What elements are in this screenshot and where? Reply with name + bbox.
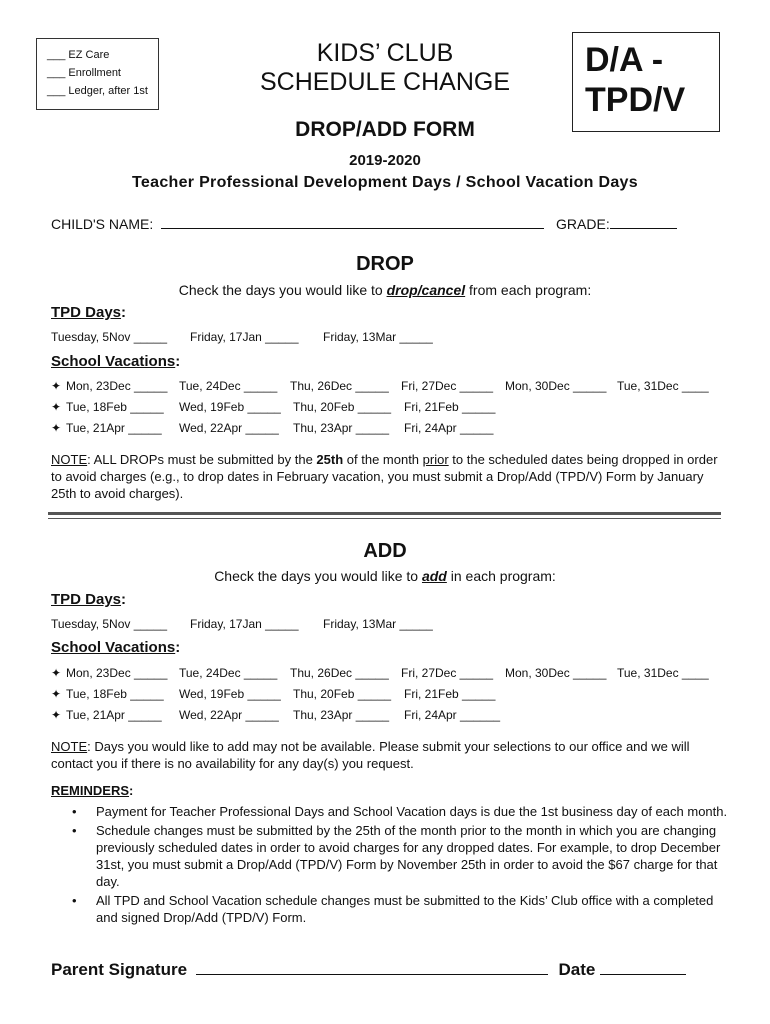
vacation-label-text: School Vacations	[51, 639, 176, 656]
vacation-day[interactable]: Fri, 27Dec _____	[401, 379, 494, 393]
vacation-day[interactable]: Wed, 19Feb _____	[179, 400, 281, 414]
bullet-star-icon: ✦	[51, 666, 62, 680]
tpd-day[interactable]: Tuesday, 5Nov _____	[51, 330, 168, 344]
tpd-label-text: TPD Days	[51, 304, 122, 321]
tpd-day[interactable]: Friday, 13Mar _____	[323, 330, 433, 344]
child-name-label: CHILD'S NAME:	[51, 216, 154, 232]
vacation-day[interactable]: Fri, 24Apr ______	[404, 708, 501, 722]
instruction-text: Check the days you would like to	[178, 282, 387, 298]
vacation-day[interactable]: Tue, 18Feb _____	[66, 400, 164, 414]
vacation-day[interactable]: Tue, 31Dec ____	[617, 379, 709, 393]
section-divider	[48, 518, 721, 519]
bullet-star-icon: ✦	[51, 687, 62, 701]
reminder-item: • Payment for Teacher Professional Days and School Vacation days is due the 1st business day of each month.	[72, 803, 732, 820]
note-text: : ALL DROPs must be submitted by the	[87, 452, 317, 467]
drop-vacation-label: School Vacations:	[51, 353, 181, 370]
bullet-star-icon: ✦	[51, 379, 62, 393]
vacation-day[interactable]: Thu, 26Dec _____	[290, 666, 389, 680]
note-text: : Days you would like to add may not be available. Please submit your selections to our office and we will contact you if there is no availability for any day(s) you request.	[51, 739, 690, 771]
date-label: Date	[558, 960, 596, 979]
note-label: NOTE	[51, 452, 88, 467]
bullet-star-icon: ✦	[51, 708, 62, 722]
title-line-1: KIDS’ CLUB	[316, 39, 454, 67]
note-label: NOTE	[51, 739, 88, 754]
vacation-day[interactable]: Tue, 18Feb _____	[66, 687, 164, 701]
form-code-box	[572, 32, 720, 132]
child-info-row	[51, 216, 677, 232]
vacation-label-text: School Vacations	[51, 353, 176, 370]
vacation-day[interactable]: Thu, 26Dec _____	[290, 379, 389, 393]
vacation-day[interactable]: Thu, 20Feb _____	[293, 400, 392, 414]
grade-label: GRADE:	[556, 216, 610, 232]
reminders-list	[72, 803, 732, 928]
vacation-day[interactable]: Mon, 23Dec _____	[66, 379, 168, 393]
add-tpd-label: TPD Days:	[51, 591, 127, 608]
drop-instruction	[0, 282, 770, 298]
add-vacation-label: School Vacations:	[51, 639, 181, 656]
note-text: to the scheduled dates being dropped in order to avoid charges (e.g., to drop dates in February vacation, you must submit a Drop/Add (TPD/V) Form by January 25th to avoid charges).	[51, 452, 718, 501]
vacation-day[interactable]: Fri, 21Feb _____	[404, 687, 496, 701]
tpd-day[interactable]: Tuesday, 5Nov _____	[51, 617, 168, 631]
vacation-day[interactable]: Fri, 21Feb _____	[404, 400, 496, 414]
drop-note	[51, 451, 721, 502]
add-title: ADD	[363, 540, 407, 562]
child-name-field[interactable]	[161, 228, 544, 229]
drop-title: DROP	[356, 253, 414, 275]
tpd-day[interactable]: Friday, 17Jan _____	[190, 330, 299, 344]
form-subtitle: Teacher Professional Development Days / School Vacation Days	[132, 174, 638, 191]
school-year: 2019-2020	[349, 152, 421, 169]
note-text: of the month	[343, 452, 423, 467]
vacation-day[interactable]: Tue, 21Apr _____	[66, 421, 162, 435]
vacation-day[interactable]: Mon, 30Dec _____	[505, 379, 607, 393]
checkbox-option[interactable]: ___ Enrollment	[47, 67, 121, 79]
vacation-day[interactable]: Tue, 31Dec ____	[617, 666, 709, 680]
vacation-day[interactable]: Thu, 23Apr _____	[293, 708, 390, 722]
form-code-line-2: TPD/V	[585, 81, 686, 119]
instruction-emphasis: drop/cancel	[386, 282, 466, 298]
tpd-label-text: TPD Days	[51, 591, 122, 608]
add-instruction	[0, 568, 770, 584]
form-code-line-1: D/A -	[585, 41, 664, 79]
instruction-text: from each program:	[465, 282, 592, 298]
bullet-star-icon: ✦	[51, 421, 62, 435]
reminders-heading: REMINDERS:	[51, 783, 134, 798]
vacation-day[interactable]: Wed, 22Apr _____	[179, 708, 279, 722]
reminder-item: • Schedule changes must be submitted by the 25th of the month prior to the month in which you are changing previously scheduled dates in order to avoid charges for any dropped dates. For example, to drop December 31st, you must submit a Drop/Add (TPD/V) Form by November 25th in order to avoid the $67 charge for that day.	[72, 822, 732, 890]
tpd-day[interactable]: Friday, 13Mar _____	[323, 617, 433, 631]
vacation-day[interactable]: Tue, 21Apr _____	[66, 708, 162, 722]
signature-field[interactable]	[196, 974, 548, 975]
form-heading: DROP/ADD FORM	[295, 118, 475, 141]
drop-tpd-label: TPD Days:	[51, 304, 127, 321]
vacation-day[interactable]: Fri, 27Dec _____	[401, 666, 494, 680]
bullet-star-icon: ✦	[51, 400, 62, 414]
instruction-emphasis: add	[421, 568, 447, 584]
vacation-day[interactable]: Wed, 22Apr _____	[179, 421, 279, 435]
vacation-day[interactable]: Tue, 24Dec _____	[179, 666, 278, 680]
vacation-day[interactable]: Tue, 24Dec _____	[179, 379, 278, 393]
checkbox-option[interactable]: ___ Ledger, after 1st	[47, 85, 148, 97]
vacation-day[interactable]: Mon, 23Dec _____	[66, 666, 168, 680]
note-prior: prior	[422, 452, 449, 467]
vacation-day[interactable]: Thu, 23Apr _____	[293, 421, 390, 435]
signature-label: Parent Signature	[51, 960, 188, 979]
instruction-text: in each program:	[446, 568, 556, 584]
vacation-day[interactable]: Mon, 30Dec _____	[505, 666, 607, 680]
reminders-label: REMINDERS	[51, 783, 130, 798]
grade-field[interactable]	[610, 228, 677, 229]
title-line-2: SCHEDULE CHANGE	[259, 68, 511, 96]
vacation-day[interactable]: Wed, 19Feb _____	[179, 687, 281, 701]
signature-row	[51, 960, 686, 980]
checkbox-option[interactable]: ___ EZ Care	[47, 49, 110, 61]
date-field[interactable]	[600, 974, 686, 975]
vacation-day[interactable]: Thu, 20Feb _____	[293, 687, 392, 701]
instruction-text: Check the days you would like to	[214, 568, 422, 584]
vacation-day[interactable]: Fri, 24Apr _____	[404, 421, 494, 435]
section-divider	[48, 512, 721, 515]
note-bold: 25th	[316, 452, 344, 467]
tpd-day[interactable]: Friday, 17Jan _____	[190, 617, 299, 631]
reminder-item: • All TPD and School Vacation schedule changes must be submitted to the Kids’ Club office with a completed and signed Drop/Add (TPD/V) Form.	[72, 892, 732, 926]
add-note	[51, 738, 721, 772]
